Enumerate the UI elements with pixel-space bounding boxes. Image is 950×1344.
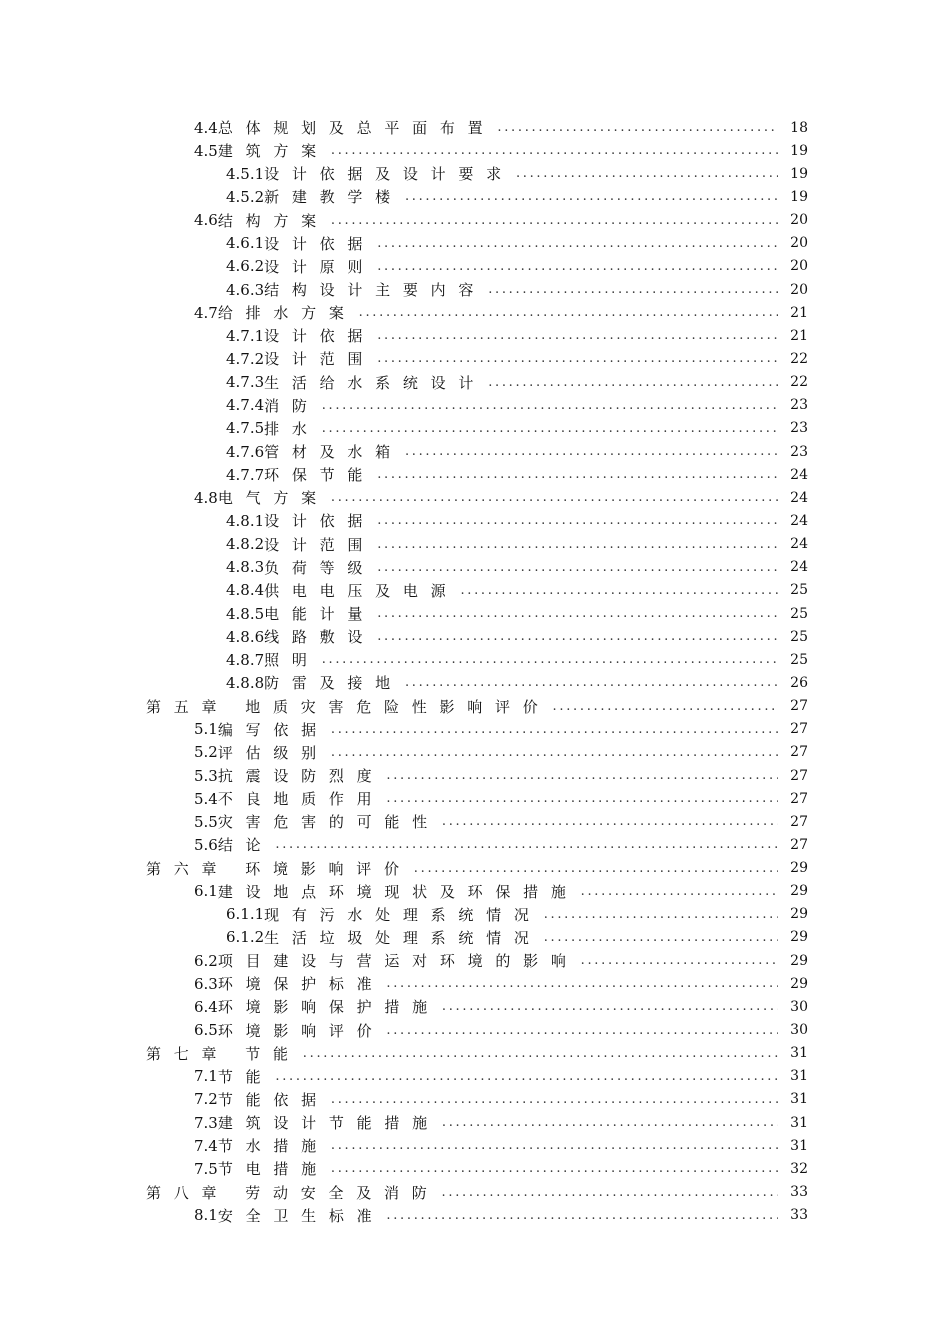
toc-entry-number: 7.4 (194, 1136, 218, 1155)
dot-leader (581, 884, 778, 899)
toc-entry-number: 7.2 (194, 1090, 218, 1109)
toc-entry-page: 20 (790, 235, 808, 252)
toc-entry-page: 20 (790, 281, 808, 298)
toc-entry-number: 4.6.2 (226, 257, 265, 276)
toc-entry-number: 第七章 (146, 1044, 230, 1063)
toc-entry-page: 31 (790, 1114, 808, 1131)
toc-entry-title: 设计原则 (264, 257, 376, 276)
toc-entry-title: 生活给水系统设计 (264, 373, 487, 392)
toc-entry[interactable] (146, 278, 808, 301)
toc-entry[interactable] (146, 995, 808, 1018)
toc-entry-title: 节能依据 (217, 1090, 329, 1109)
toc-entry-number: 5.5 (194, 812, 218, 831)
toc-entry-page: 19 (790, 188, 808, 205)
dot-leader (386, 791, 778, 806)
dot-leader (331, 1161, 778, 1176)
toc-entry[interactable] (146, 371, 808, 394)
toc-entry-title: 消防 (264, 396, 320, 415)
toc-entry-page: 19 (790, 165, 808, 182)
dot-leader (377, 259, 778, 274)
toc-entry[interactable] (146, 486, 808, 509)
toc-entry-page: 22 (790, 350, 808, 367)
toc-entry-number: 4.8.2 (226, 535, 265, 554)
toc-entry[interactable] (146, 394, 808, 417)
toc-entry-number: 5.1 (194, 720, 218, 739)
toc-entry[interactable] (146, 440, 808, 463)
toc-entry-number: 4.7.5 (226, 419, 265, 438)
toc-entry[interactable] (146, 810, 808, 833)
toc-entry[interactable] (146, 255, 808, 278)
toc-entry[interactable] (146, 185, 808, 208)
toc-entry-page: 25 (790, 628, 808, 645)
toc-entry-number: 4.5.1 (226, 164, 265, 183)
toc-chapter-entry[interactable] (146, 695, 808, 718)
toc-entry-page: 25 (790, 582, 808, 599)
toc-entry-number: 4.5 (194, 141, 218, 160)
toc-entry-number: 4.7.2 (226, 349, 265, 368)
toc-entry-title: 生活垃圾处理系统情况 (264, 928, 542, 947)
toc-entry-page: 23 (790, 443, 808, 460)
dot-leader (275, 1069, 778, 1084)
toc-entry[interactable] (146, 1088, 808, 1111)
toc-entry-page: 21 (790, 327, 808, 344)
toc-entry-title: 负荷等级 (264, 558, 376, 577)
toc-entry-number: 7.3 (194, 1113, 218, 1132)
dot-leader (377, 467, 778, 482)
toc-entry-page: 25 (790, 651, 808, 668)
toc-entry-number: 5.3 (194, 766, 218, 785)
toc-entry[interactable] (146, 417, 808, 440)
toc-entry-number: 7.1 (194, 1067, 218, 1086)
toc-entry-page: 29 (790, 906, 808, 923)
dot-leader (442, 1185, 778, 1200)
dot-leader (405, 675, 778, 690)
toc-entry-number: 5.4 (194, 789, 218, 808)
toc-entry-number: 6.4 (194, 997, 218, 1016)
dot-leader (377, 328, 778, 343)
toc-entry-title: 地质灾害危险性影响评价 (245, 697, 551, 716)
toc-entry-number: 4.6.1 (226, 234, 265, 253)
toc-entry-title: 照明 (264, 651, 320, 670)
toc-entry-number: 4.8.5 (226, 604, 265, 623)
toc-entry-page: 27 (790, 744, 808, 761)
toc-entry[interactable] (146, 671, 808, 694)
dot-leader (377, 629, 778, 644)
toc-entry-number: 6.5 (194, 1021, 218, 1040)
toc-entry-page: 27 (790, 813, 808, 830)
toc-entry-title: 管材及水箱 (264, 443, 403, 462)
dot-leader (322, 398, 778, 413)
toc-entry-page: 23 (790, 397, 808, 414)
toc-entry-page: 23 (790, 420, 808, 437)
dot-leader (544, 930, 778, 945)
dot-leader (442, 814, 778, 829)
toc-entry-number: 第五章 (146, 697, 230, 716)
toc-entry-number: 4.6 (194, 211, 218, 230)
dot-leader (386, 768, 778, 783)
toc-entry[interactable] (146, 1065, 808, 1088)
toc-entry-title: 电气方案 (217, 489, 329, 508)
toc-entry[interactable] (146, 1134, 808, 1157)
toc-entry-title: 不良地质作用 (217, 790, 385, 809)
toc-entry[interactable] (146, 648, 808, 671)
toc-entry-number: 4.4 (194, 118, 218, 137)
toc-entry[interactable] (146, 556, 808, 579)
dot-leader (331, 1092, 778, 1107)
toc-entry-number: 4.8.4 (226, 581, 265, 600)
toc-entry[interactable] (146, 764, 808, 787)
toc-entry[interactable] (146, 833, 808, 856)
toc-entry-page: 25 (790, 605, 808, 622)
toc-entry-page: 24 (790, 559, 808, 576)
toc-entry-page: 33 (790, 1184, 808, 1201)
toc-entry-title: 项目建设与营运对环境的影响 (217, 952, 579, 971)
dot-leader (377, 537, 778, 552)
toc-entry-title: 安全卫生标准 (217, 1206, 385, 1225)
dot-leader (331, 490, 778, 505)
toc-entry-title: 结构方案 (217, 211, 329, 230)
toc-entry-title: 建设地点环境现状及环保措施 (217, 882, 579, 901)
toc-entry-page: 29 (790, 860, 808, 877)
toc-entry-title: 抗震设防烈度 (217, 767, 385, 785)
toc-entry-page: 27 (790, 698, 808, 715)
dot-leader (386, 976, 778, 991)
toc-entry-page: 27 (790, 767, 808, 784)
toc-entry-page: 22 (790, 374, 808, 391)
toc-entry-title: 设计依据 (264, 512, 376, 531)
toc-entry-number: 5.6 (194, 835, 218, 854)
toc-entry-page: 27 (790, 721, 808, 738)
dot-leader (377, 560, 778, 575)
toc-entry-title: 设计范围 (264, 535, 376, 554)
toc-entry[interactable] (146, 324, 808, 347)
toc-entry-page: 29 (790, 952, 808, 969)
toc-entry-title: 现有污水处理系统情况 (264, 905, 542, 924)
toc-entry-title: 结构设计主要内容 (264, 281, 487, 300)
toc-entry[interactable] (146, 787, 808, 810)
toc-entry-title: 评估级别 (217, 743, 329, 762)
dot-leader (377, 236, 778, 251)
toc-entry-title: 灾害危害的可能性 (217, 813, 440, 832)
toc-entry[interactable] (146, 949, 808, 972)
dot-leader (553, 699, 778, 714)
toc-entry-title: 新建教学楼 (264, 188, 403, 207)
toc-entry-page: 18 (790, 119, 808, 136)
toc-entry-title: 设计依据及设计要求 (264, 165, 514, 184)
dot-leader (331, 722, 778, 737)
toc-entry-title: 编写依据 (217, 720, 329, 739)
dot-leader (516, 166, 778, 181)
toc-entry-title: 劳动安全及消防 (245, 1183, 440, 1202)
toc-entry-title: 环保节能 (264, 466, 376, 485)
dot-leader (488, 282, 778, 297)
toc-entry-number: 4.8.7 (226, 650, 265, 669)
toc-entry[interactable] (146, 347, 808, 370)
toc-entry-number: 6.1.1 (226, 905, 265, 924)
toc-entry-page: 29 (790, 929, 808, 946)
dot-leader (275, 837, 778, 852)
toc-entry-page: 29 (790, 883, 808, 900)
dot-leader (377, 351, 778, 366)
toc-entry-title: 给排水方案 (217, 304, 357, 323)
toc-entry-number: 6.3 (194, 974, 218, 993)
toc-entry-number: 6.2 (194, 951, 218, 970)
dot-leader (497, 120, 778, 135)
toc-entry-page: 29 (790, 975, 808, 992)
toc-entry-number: 4.5.2 (226, 187, 265, 206)
toc-entry-number: 5.2 (194, 743, 218, 762)
toc-entry-page: 27 (790, 790, 808, 807)
dot-leader (377, 513, 778, 528)
dot-leader (488, 375, 778, 390)
toc-entry-number: 第八章 (146, 1183, 230, 1202)
toc-chapter-entry[interactable] (146, 857, 808, 880)
toc-entry-page: 26 (790, 674, 808, 691)
toc-entry-number: 4.8.1 (226, 511, 265, 530)
toc-entry[interactable] (146, 602, 808, 625)
dot-leader (386, 1023, 778, 1038)
toc-entry-title: 设计依据 (264, 327, 376, 346)
toc-chapter-entry[interactable] (146, 1042, 808, 1065)
dot-leader (442, 1115, 778, 1130)
toc-entry-title: 设计范围 (264, 350, 376, 369)
toc-entry-number: 6.1 (194, 882, 218, 901)
toc-entry-number: 4.7.3 (226, 373, 265, 392)
toc-entry-number: 第六章 (146, 859, 230, 878)
toc-entry-title: 环境影响保护措施 (217, 998, 440, 1017)
toc-entry-number: 4.8.8 (226, 673, 265, 692)
dot-leader (442, 999, 778, 1014)
toc-entry-number: 7.5 (194, 1159, 218, 1178)
toc-entry-page: 20 (790, 258, 808, 275)
toc-entry-page: 20 (790, 212, 808, 229)
toc-entry-number: 4.8 (194, 488, 218, 507)
toc-entry[interactable] (146, 301, 808, 324)
toc-entry-title: 电能计量 (264, 605, 376, 624)
table-of-contents (146, 116, 808, 1227)
toc-entry-number: 8.1 (194, 1206, 218, 1225)
toc-entry[interactable] (146, 903, 808, 926)
toc-entry[interactable] (146, 463, 808, 486)
dot-leader (331, 1138, 778, 1153)
toc-entry-title: 节电措施 (217, 1160, 329, 1179)
toc-entry[interactable] (146, 1204, 808, 1227)
toc-entry[interactable] (146, 625, 808, 648)
toc-entry-title: 结论 (217, 836, 274, 855)
toc-entry-number: 4.8.3 (226, 558, 265, 577)
toc-entry-title: 环境影响评价 (217, 1021, 385, 1040)
dot-leader (544, 907, 778, 922)
toc-entry[interactable] (146, 972, 808, 995)
toc-entry-page: 31 (790, 1068, 808, 1085)
toc-entry-number: 6.1.2 (226, 928, 265, 947)
dot-leader (331, 213, 778, 228)
toc-entry-title: 环境保护标准 (217, 975, 385, 994)
toc-entry-page: 24 (790, 466, 808, 483)
toc-entry-number: 4.7 (194, 303, 218, 322)
toc-entry[interactable] (146, 139, 808, 162)
dot-leader (581, 953, 778, 968)
dot-leader (405, 189, 778, 204)
dot-leader (331, 143, 778, 158)
toc-entry-number: 4.7.4 (226, 396, 265, 415)
dot-leader (303, 1046, 778, 1061)
toc-entry[interactable] (146, 579, 808, 602)
toc-entry[interactable] (146, 209, 808, 232)
toc-entry-title: 建筑方案 (217, 142, 329, 161)
toc-entry-page: 24 (790, 536, 808, 553)
toc-entry[interactable] (146, 116, 808, 139)
dot-leader (405, 444, 778, 459)
toc-entry-title: 设计依据 (264, 234, 376, 253)
toc-entry-page: 30 (790, 1022, 808, 1039)
toc-entry[interactable] (146, 509, 808, 532)
dot-leader (359, 305, 778, 320)
toc-entry[interactable] (146, 232, 808, 255)
toc-entry-page: 31 (790, 1137, 808, 1154)
toc-entry-number: 4.7.6 (226, 442, 265, 461)
dot-leader (377, 606, 778, 621)
toc-entry-title: 防雷及接地 (264, 674, 403, 693)
toc-entry[interactable] (146, 880, 808, 903)
toc-entry-title: 环境影响评价 (245, 859, 412, 878)
toc-chapter-entry[interactable] (146, 1180, 808, 1203)
toc-entry-page: 32 (790, 1160, 808, 1177)
toc-entry-page: 27 (790, 836, 808, 853)
toc-entry-page: 30 (790, 998, 808, 1015)
toc-entry-page: 31 (790, 1091, 808, 1108)
toc-entry-title: 建筑设计节能措施 (217, 1114, 440, 1133)
toc-entry-page: 31 (790, 1045, 808, 1062)
toc-entry-title: 节水措施 (217, 1137, 329, 1156)
toc-entry-number: 4.7.7 (226, 465, 265, 484)
toc-entry-page: 24 (790, 489, 808, 506)
toc-entry-title: 节能 (245, 1044, 301, 1063)
toc-entry-number: 4.6.3 (226, 280, 265, 299)
dot-leader (322, 421, 778, 436)
toc-entry-page: 24 (790, 512, 808, 529)
toc-entry-page: 21 (790, 304, 808, 321)
toc-entry-title: 节能 (217, 1067, 274, 1086)
toc-entry[interactable] (146, 718, 808, 741)
toc-entry[interactable] (146, 1018, 808, 1041)
toc-entry-number: 4.7.1 (226, 326, 265, 345)
dot-leader (386, 1208, 778, 1223)
dot-leader (460, 583, 778, 598)
toc-entry-title: 线路敷设 (264, 628, 376, 647)
dot-leader (414, 861, 778, 876)
toc-entry-page: 19 (790, 142, 808, 159)
toc-entry-title: 排水 (264, 419, 320, 438)
toc-entry-title: 总体规划及总平面布置 (217, 119, 496, 138)
toc-entry[interactable] (146, 926, 808, 949)
toc-entry[interactable] (146, 533, 808, 556)
toc-entry[interactable] (146, 1157, 808, 1180)
toc-entry-number: 4.8.6 (226, 627, 265, 646)
toc-entry[interactable] (146, 162, 808, 185)
toc-entry[interactable] (146, 1111, 808, 1134)
toc-entry-page: 33 (790, 1207, 808, 1224)
toc-entry[interactable] (146, 741, 808, 764)
dot-leader (322, 652, 778, 667)
dot-leader (331, 745, 778, 760)
toc-entry-title: 供电电压及电源 (264, 581, 459, 600)
